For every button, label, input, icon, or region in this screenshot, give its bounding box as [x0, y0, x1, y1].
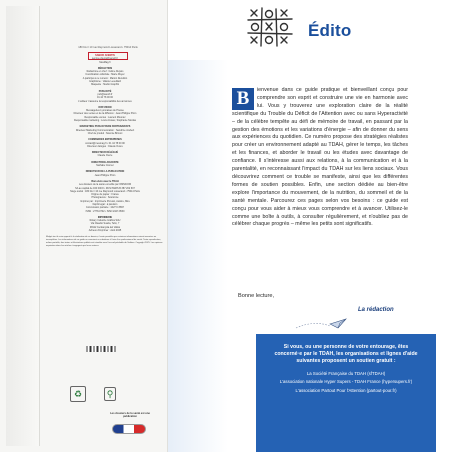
section-directrice-adjointe: DIRECTRICE ADJOINTE Nathalie Crémer	[91, 160, 119, 168]
background-gradient	[168, 60, 228, 452]
paper-plane-icon	[294, 316, 354, 332]
triman-icon: ⚲	[104, 387, 116, 401]
imprimerie-line: Via Claudio Suaria, Tello, 7	[90, 222, 120, 226]
legal-notice: Malgré tout le soin apporté à la réalisation de ce dossier, il reste possible que certaines informations soient inexactes ou incomplètes. Les informations de ce guide ne sauraient se substituer à l'avis d'un professionnel de santé. Toute reproduction, même partielle, des textes et illustrations publiés est interdite sans l'accord préalable de l'éditeur. Copyright 2025. Les opinions exprimées dans les articles n'engagent que leurs auteurs.	[46, 236, 163, 248]
drop-cap: B	[232, 88, 254, 110]
section-redaction: RÉDACTION Rédactrice en chef : Céline Dupuis Coordination éditoriale : Marie Moyer A participé à ce numéro : Marion Renollon Graphisme : Valérie Leveillard Maquette : Studio Graphik	[82, 66, 128, 87]
print-line: ISSN : 2778-0702 • ISSN 2427-9530	[85, 209, 125, 213]
siege-line: Siège social : 180 bis // 10 rue Raymond Losserand • 75014 Paris	[70, 189, 140, 193]
imprimerie-line: Achevé d'imprimer : Août 2025	[88, 229, 122, 233]
print-line: Dépôt légal : à parution	[92, 202, 118, 206]
section-publicite: PUBLICITÉ pub@sanofi.fr 01 44 78 00 00 L'éditeur n'assume la responsabilité des annonces	[78, 89, 132, 103]
org-list	[270, 371, 422, 394]
tricolor-logo	[112, 424, 146, 434]
print-line: Commission paritaire : 1027 K 8897	[85, 206, 124, 210]
print-line: Imprimé par : Imprimerie Prévost, Autoire, Mire	[80, 199, 130, 203]
credits-column	[0, 0, 168, 452]
imprimerie-line: 08112 Cerdanyola del Vallès	[89, 225, 121, 229]
paper-origin: Origine du papier : France	[91, 193, 119, 197]
ministry-note: Les dossiers de la santé est une publication	[110, 412, 150, 418]
barcode	[86, 346, 116, 352]
editorial-body	[232, 87, 408, 229]
editorial-section	[168, 0, 452, 452]
org-item: L'association nationale Hyper Supers - TDAH France (hypersupers.fr)	[279, 379, 413, 385]
support-info-box	[256, 334, 436, 452]
signature: La rédaction	[358, 307, 394, 313]
org-item: L'association Partout Pour l'Attention (partout-pour.fr)	[295, 387, 397, 393]
imprimerie-line: Rotary Industrie Gráfica SAU	[89, 219, 121, 223]
book-subtitle: Les dossiers de la santé est édité par OMNICOM	[78, 183, 132, 187]
section-directeur-delegue: DIRECTEUR DÉLÉGUÉ Claude Ouvre	[91, 151, 119, 158]
masthead-address: 180 bis // 10 rue Raymond Losserand • 75014 Paris	[78, 46, 138, 49]
closing-line: Bonne lecture,	[238, 293, 275, 299]
publisher-name: SANOFI AVENTIS	[95, 54, 115, 57]
section-diffusion: DIFFUSION Messageries Lyonnaises de Presse Directeur des ventes et de la diffusion : Jean-Philippe Piron Responsable ventes : Laurent Mounier Responsable marketing : Louis Amiaux, Stéphanie Nicolas	[73, 105, 137, 123]
publisher-line: service.clients@sanofi.fr	[92, 57, 118, 61]
recycle-icon: ♻	[70, 386, 86, 402]
print-line: Photogravure : Scanzone	[91, 196, 119, 200]
section-commandes: COMMANDES ENTREPRISES contact@mesmag.fr • 01 44 78 00 00 Directeur délégué : Claude Ouvre	[85, 138, 125, 148]
page-title: Édito	[308, 21, 352, 40]
company-line: SA au capital de 160 000 € • RCS PARIS B 387 202 637	[75, 186, 135, 190]
credits-block	[46, 54, 164, 248]
info-lead: Si vous, ou une personne de votre entourage, êtes concerné·e par le TDAH, les organisations et lignes d'aide suivantes proposent un soutien gratuit :	[274, 344, 418, 364]
imprimerie-head: IMPRIMERIE	[97, 215, 113, 219]
editorial-text: ienvenue dans ce guide pratique et bienveillant conçu pour comprendre son esprit et construire une vie en harmonie avec lui. Vous y trouverez une exploration claire de la réalité scientifique du Trouble du Déficit de l'Attention avec ou sans Hyperactivité – de la célèbre tempête au défi de mémoire de travail, en passant par la gestion des émotions et les variations d'énergie – afin de donner du sens aux expériences du quotidien. Ce numéro propose des stratégies réalistes pour créer un environnement adapté au TDAH, gérer le temps, les tâches et les finances, et aborder le travail ou les études avec davantage de confiance. Il s'intéresse aussi aux relations, à la communication et à la parentalité, en reconnaissant l'impact du TDAH sur les liens sociaux. Vous découvrirez comment ce trouble se manifeste, ainsi que les différentes formes de soutien possibles. Enfin, une section dédiée au bien-être explore l'importance du mouvement, de la nutrition, du sommeil et de la santé mentale. Parcourez ces pages selon vos besoins : ce guide est conçu pour vous aider à mieux vous comprendre et à avancer. Utilisez-le comme une boîte à outils, à consulter régulièrement, et n'oubliez pas de célébrer chaque progrès – même les petits sont significatifs.	[232, 87, 408, 228]
publisher-line2: MesMag.fr	[99, 60, 111, 64]
page-fold	[6, 6, 40, 446]
org-item: La Société Française du TDAH (sfTDAH)	[306, 371, 386, 376]
eco-logos	[70, 386, 116, 402]
section-directeur-publication: DIRECTEUR DE LA PUBLICATION Jean-Philippe Piron	[85, 170, 125, 177]
book-title: Bien vivre avec le TDAH	[91, 179, 119, 183]
section-marketing: MARKETING PUBLICITAIRE PARTENARIATS Directeur Marketing Communication : Sandrine Joubert Chef de produit : Noémie Briconi	[75, 125, 135, 135]
tic-tac-toe-icon	[246, 6, 294, 48]
